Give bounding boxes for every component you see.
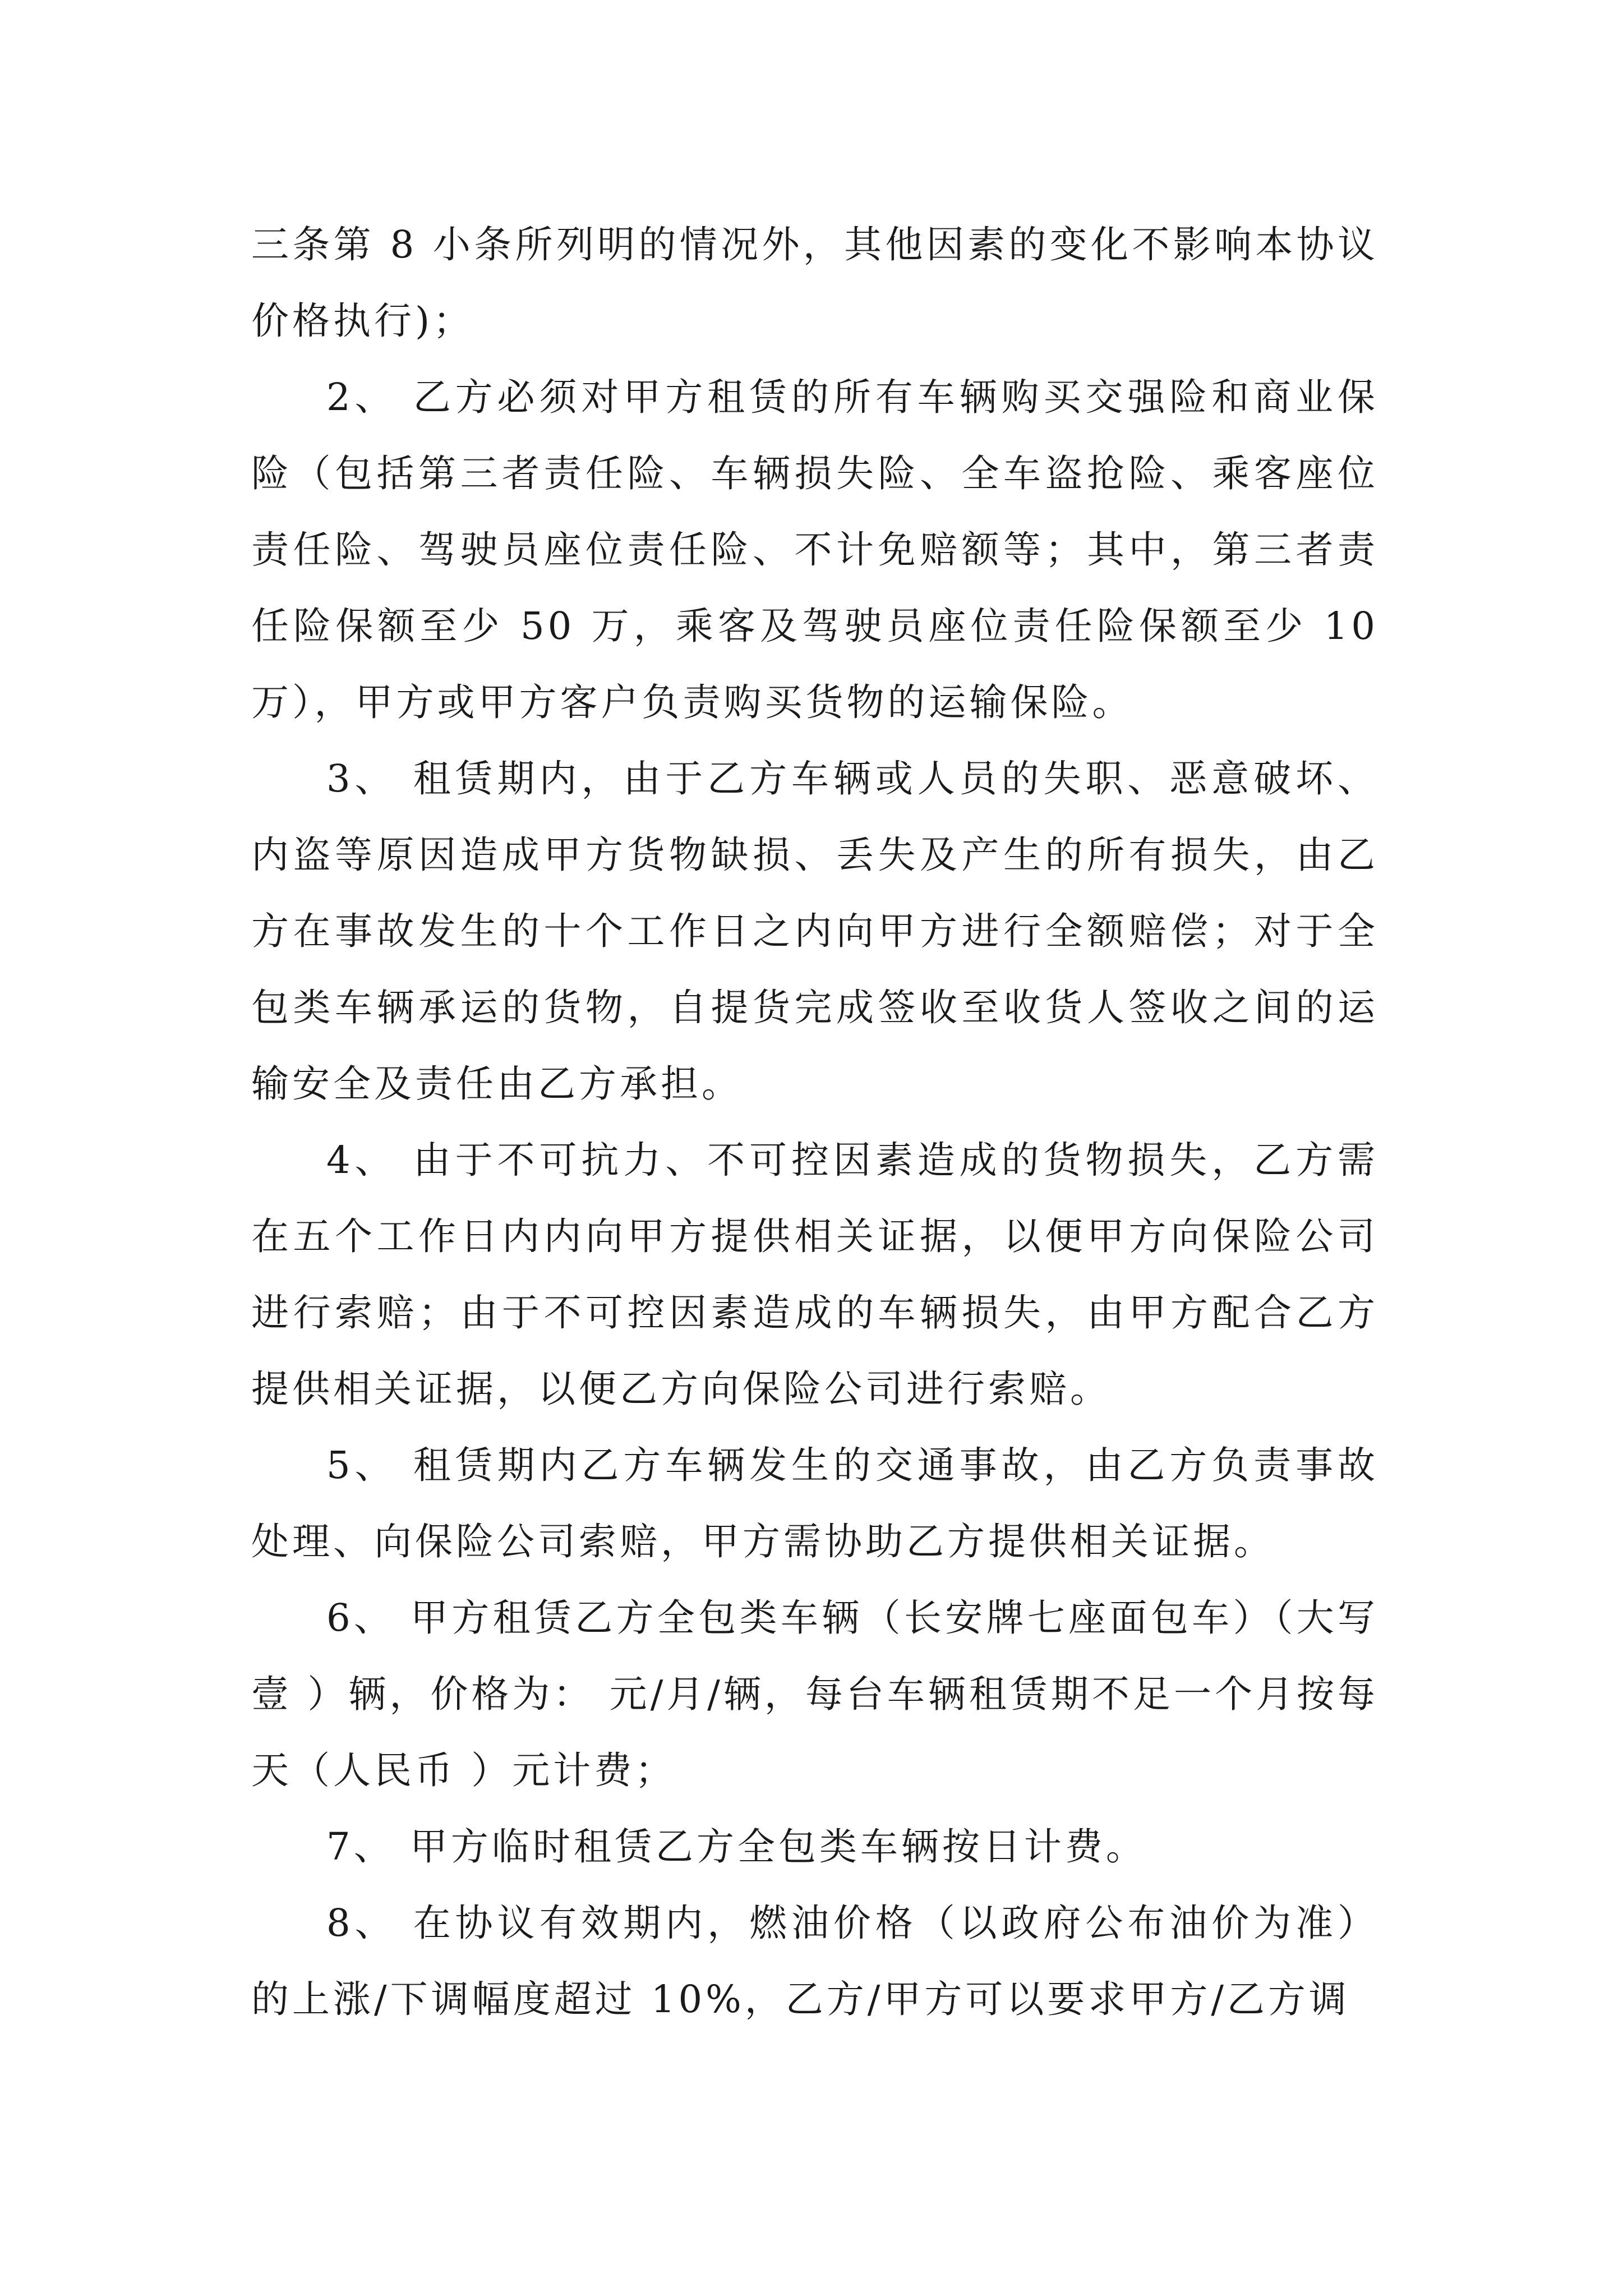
paragraph-clause-7: 7、 甲方临时租赁乙方全包类车辆按日计费。: [326, 1825, 1147, 1869]
document-body: [251, 206, 1378, 2037]
paragraph-clause-4: 4、 由于不可抗力、不可控因素造成的货物损失，乙方需在五个工作日内内向甲方提供相关证据，以便甲方向保险公司进行索赔；由于不可控因素造成的车辆损失，由甲方配合乙方提供相关证据，以便乙方向保险公司进行索赔。: [251, 1138, 1378, 1411]
paragraph-clause-5: 5、 租赁期内乙方车辆发生的交通事故，由乙方负责事故处理、向保险公司索赔，甲方需协助乙方提供相关证据。: [251, 1443, 1378, 1563]
paragraph-clause-6: 6、 甲方租赁乙方全包类车辆（长安牌七座面包车）（大写 壹 ）辆，价格为： 元/月/辆，每台车辆租赁期不足一个月按每天（人民币 ）元计费；: [251, 1596, 1378, 1792]
paragraph-continuation: 三条第 8 小条所列明的情况外，其他因素的变化不影响本协议价格执行)；: [251, 223, 1378, 343]
paragraph-clause-3: 3、 租赁期内，由于乙方车辆或人员的失职、恶意破坏、内盗等原因造成甲方货物缺损、丢失及产生的所有损失，由乙方在事故发生的十个工作日之内向甲方进行全额赔偿；对于全包类车辆承运的货物，自提货完成签收至收货人签收之间的运输安全及责任由乙方承担。: [251, 757, 1378, 1106]
paragraph-clause-2: 2、 乙方必须对甲方租赁的所有车辆购买交强险和商业保险（包括第三者责任险、车辆损失险、全车盗抢险、乘客座位责任险、驾驶员座位责任险、不计免赔额等；其中，第三者责任险保额至少 50 万，乘客及驾驶员座位责任险保额至少 10 万），甲方或甲方客户负责购买货物的运输保险。: [251, 375, 1378, 724]
paragraph-clause-8: 8、 在协议有效期内，燃油价格（以政府公布油价为准）的上涨/下调幅度超过 10%，乙方/甲方可以要求甲方/乙方调: [251, 1901, 1378, 2021]
